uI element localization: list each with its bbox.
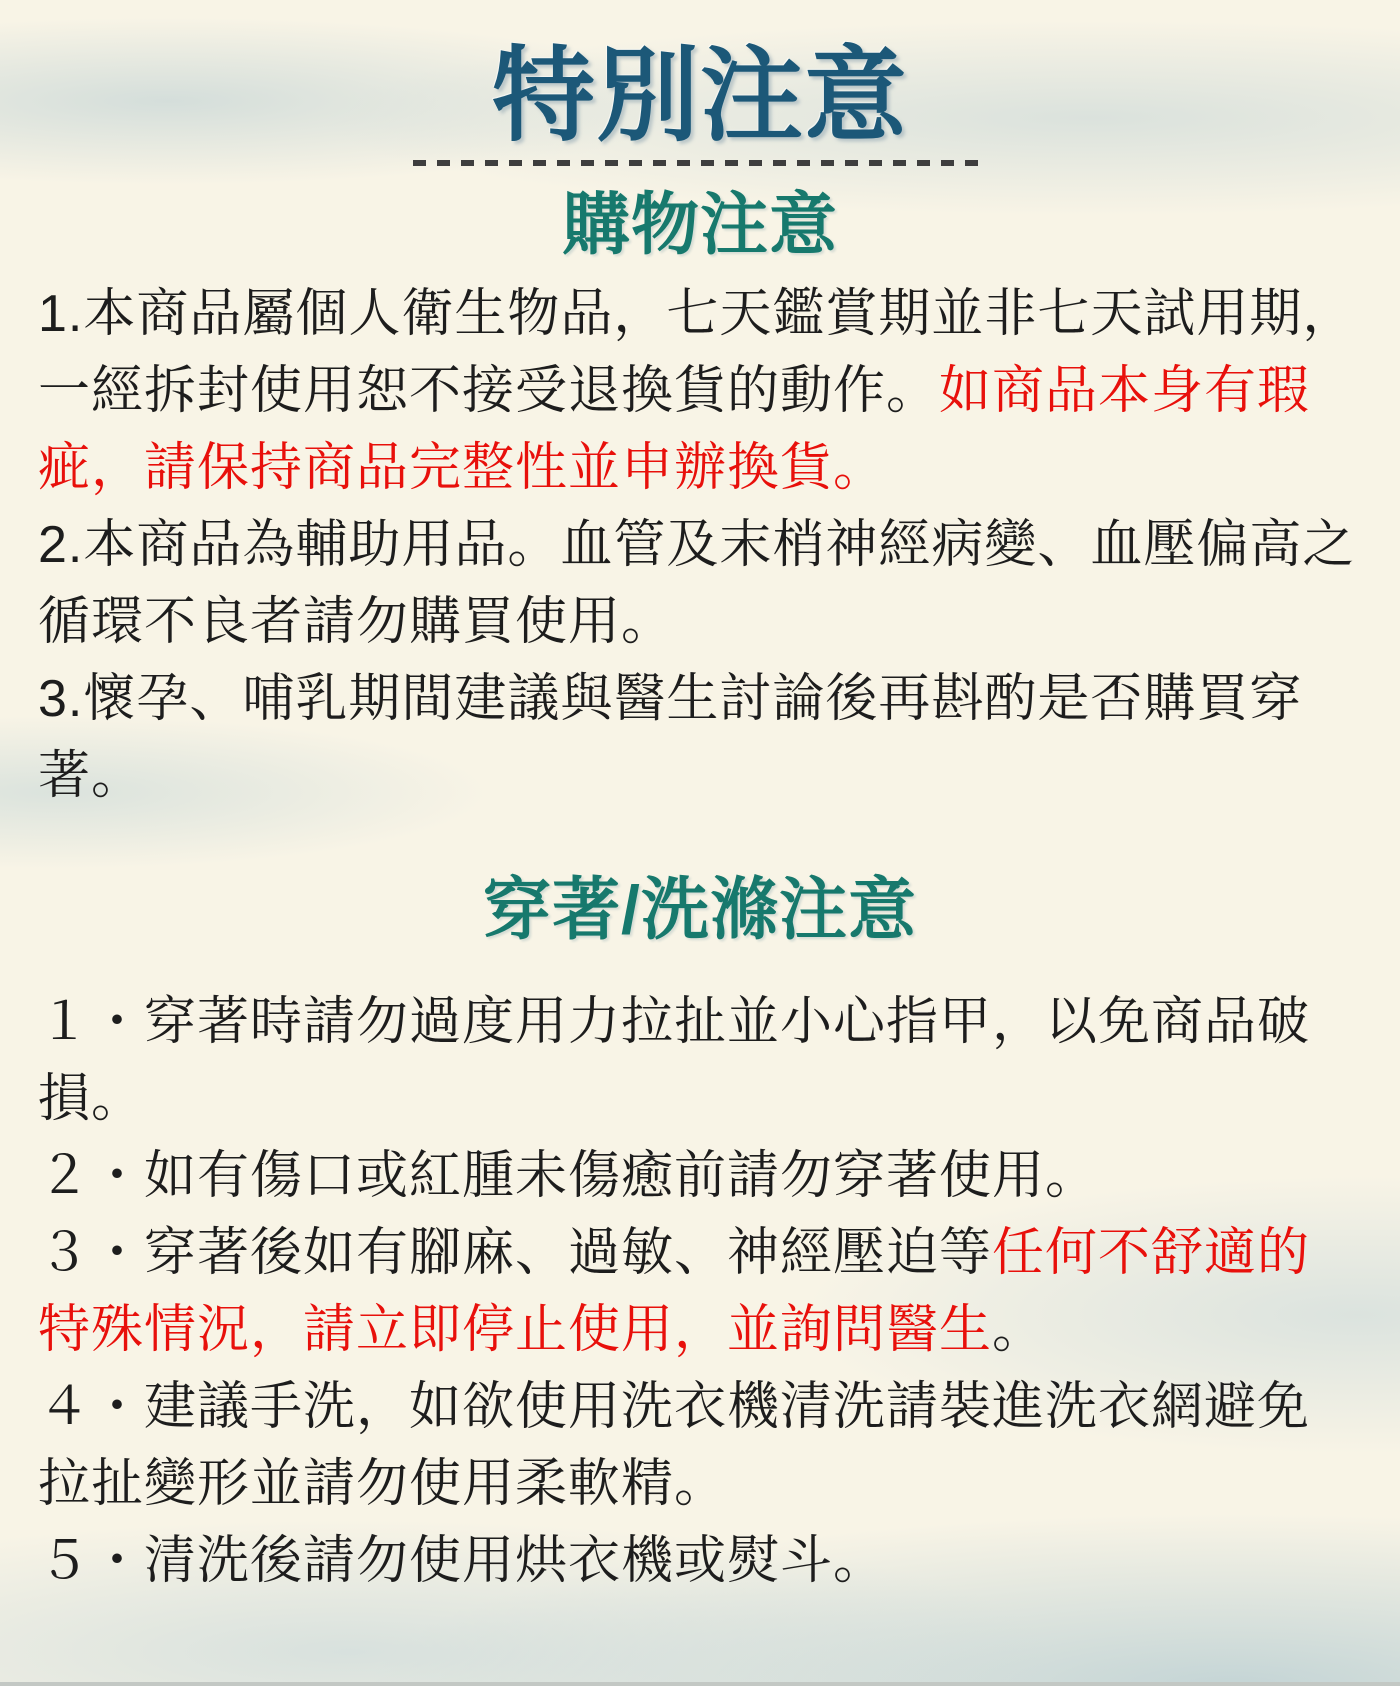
section-heading: 穿著/洗滌注意 — [483, 872, 917, 949]
section-body — [0, 984, 1400, 1600]
text-segment-black: １・穿著時請勿過度用力拉扯並小心指甲，以免商品破損。 — [38, 992, 1311, 1128]
notice-item — [38, 507, 1362, 661]
text-segment-black: 3.懷孕、哺乳期間建議與醫生討論後再斟酌是否購買穿著。 — [38, 670, 1303, 806]
notice-item — [38, 1369, 1362, 1523]
notice-item — [38, 1215, 1362, 1369]
notice-section — [0, 871, 1400, 1599]
notice-item — [38, 1138, 1362, 1215]
sections-container — [0, 186, 1400, 1599]
text-segment-black: ５・清洗後請勿使用烘衣機或熨斗。 — [38, 1531, 887, 1590]
text-segment-black: 1.本商品屬個人衛生物品，七天鑑賞期並非七天試用期，一經拆封使用恕不接受退換貨的動作。 — [38, 285, 1356, 421]
text-segment-red: 任何不舒適的特殊情況，請立即停止使用，並詢問醫生 — [38, 1223, 1311, 1359]
bottom-border — [0, 1682, 1400, 1686]
section-body — [0, 276, 1400, 815]
page-title: 特別注意 — [492, 38, 908, 153]
section-heading: 購物注意 — [561, 187, 838, 264]
notice-item — [38, 661, 1362, 815]
text-segment-black: 。 — [992, 1300, 1046, 1359]
text-segment-red: 如商品本身有瑕疵，請保持商品完整性並申辦換貨。 — [38, 362, 1311, 498]
text-segment-black: ４・建議手洗，如欲使用洗衣機清洗請裝進洗衣網避免拉扯變形並請勿使用柔軟精。 — [38, 1377, 1311, 1513]
notice-item — [38, 1523, 1362, 1600]
text-segment-black: 2.本商品為輔助用品。血管及末梢神經病變、血壓偏高之循環不良者請勿購買使用。 — [38, 516, 1356, 652]
text-segment-black: ３・穿著後如有腳麻、過敏、神經壓迫等 — [38, 1223, 993, 1282]
text-segment-black: ２・如有傷口或紅腫未傷癒前請勿穿著使用。 — [38, 1146, 1099, 1205]
notice-item — [38, 276, 1362, 507]
notice-item — [38, 984, 1362, 1138]
dotted-divider — [413, 160, 988, 166]
notice-section — [0, 186, 1400, 815]
